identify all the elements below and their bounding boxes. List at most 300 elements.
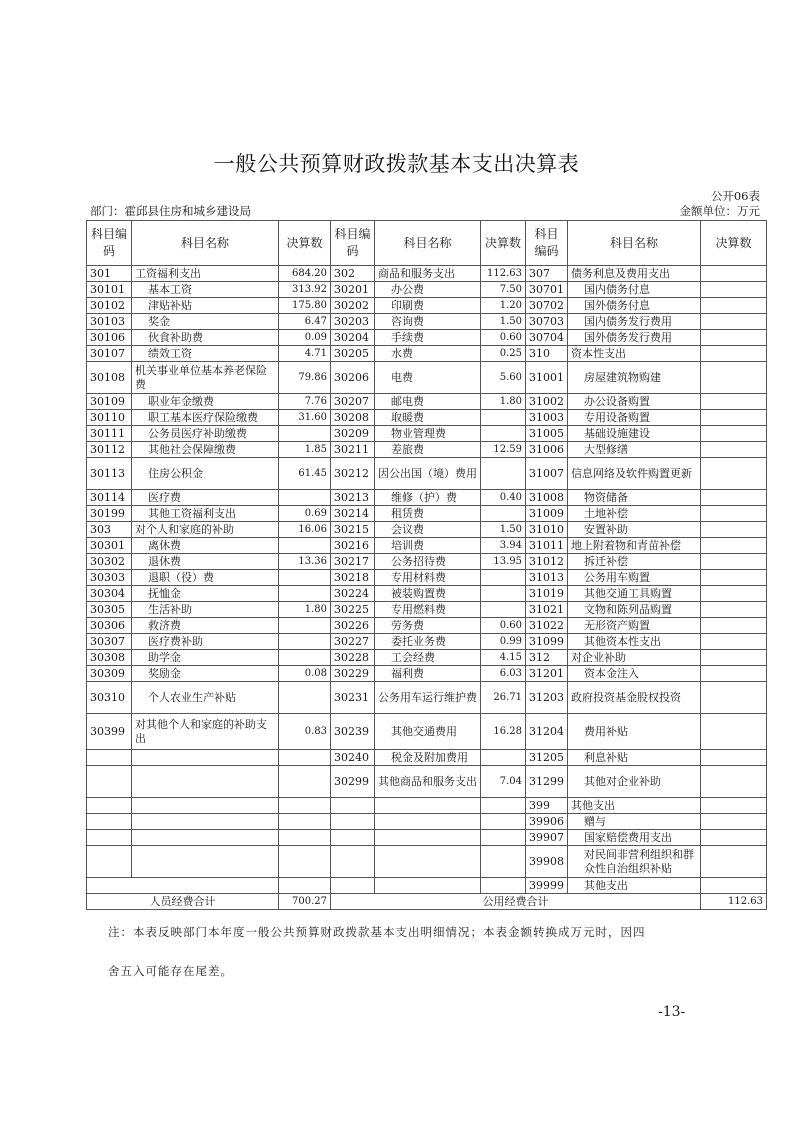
cell-code-1: 303	[87, 522, 132, 538]
cell-code-1: 30114	[87, 490, 132, 506]
cell-name-3: 地上附着物和青苗补偿	[568, 538, 701, 554]
cell-amount-1: 13.36	[279, 554, 331, 570]
cell-amount-3	[701, 346, 767, 362]
cell-amount-3	[701, 798, 767, 814]
cell-name-2	[375, 830, 481, 846]
cell-amount-3	[701, 814, 767, 830]
cell-name-1: 对个人和家庭的补助	[132, 522, 279, 538]
cell-amount-3	[701, 282, 767, 298]
cell-amount-1	[279, 846, 331, 878]
cell-code-2	[331, 878, 375, 894]
cell-code-2: 30205	[331, 346, 375, 362]
cell-code-1: 30111	[87, 426, 132, 442]
cell-code-1: 30307	[87, 634, 132, 650]
cell-name-3: 国内债务付息	[568, 282, 701, 298]
cell-code-1: 301	[87, 266, 132, 282]
cell-name-2: 因公出国（境）费用	[375, 458, 481, 490]
cell-name-3: 公务用车购置	[568, 570, 701, 586]
cell-amount-1	[279, 618, 331, 634]
cell-name-1: 医疗费	[132, 490, 279, 506]
cell-code-2	[331, 846, 375, 878]
table-row	[87, 650, 767, 666]
cell-amount-1	[279, 814, 331, 830]
cell-amount-1: 0.09	[279, 330, 331, 346]
cell-name-1: 伙食补助费	[132, 330, 279, 346]
cell-name-2: 专用燃料费	[375, 602, 481, 618]
cell-code-1: 30399	[87, 714, 132, 750]
cell-code-1	[87, 750, 132, 766]
cell-code-3: 31005	[526, 426, 568, 442]
cell-code-2	[331, 798, 375, 814]
cell-code-3: 307	[526, 266, 568, 282]
cell-amount-3	[701, 362, 767, 394]
cell-code-3: 31006	[526, 442, 568, 458]
cell-name-1: 奖励金	[132, 666, 279, 682]
cell-amount-2	[481, 846, 526, 878]
cell-code-1: 30103	[87, 314, 132, 330]
cell-name-2: 邮电费	[375, 394, 481, 410]
table-row	[87, 554, 767, 570]
cell-amount-2	[481, 570, 526, 586]
cell-amount-2: 13.95	[481, 554, 526, 570]
cell-name-1: 退职（役）费	[132, 570, 279, 586]
cell-name-2: 手续费	[375, 330, 481, 346]
cell-name-3: 房屋建筑物购建	[568, 362, 701, 394]
cell-name-2	[375, 846, 481, 878]
cell-code-3: 31009	[526, 506, 568, 522]
cell-amount-1	[279, 586, 331, 602]
cell-amount-3	[701, 298, 767, 314]
cell-name-1: 工资福利支出	[132, 266, 279, 282]
header-amount-2: 决算数	[481, 221, 526, 266]
public-total-label: 公用经费合计	[331, 894, 701, 910]
cell-code-2: 30211	[331, 442, 375, 458]
cell-code-1: 30108	[87, 362, 132, 394]
cell-name-2: 公务招待费	[375, 554, 481, 570]
table-row	[87, 714, 767, 750]
cell-code-2: 30215	[331, 522, 375, 538]
cell-name-1: 职工基本医疗保险缴费	[132, 410, 279, 426]
cell-amount-1: 4.71	[279, 346, 331, 362]
personnel-total-label: 人员经费合计	[87, 894, 279, 910]
cell-code-2: 30217	[331, 554, 375, 570]
cell-amount-3	[701, 490, 767, 506]
cell-name-1: 救济费	[132, 618, 279, 634]
cell-name-3: 国家赔偿费用支出	[568, 830, 701, 846]
report-title: 一般公共预算财政拨款基本支出决算表	[213, 152, 580, 176]
cell-name-2: 维修（护）费	[375, 490, 481, 506]
cell-code-1: 30303	[87, 570, 132, 586]
cell-name-3: 其他支出	[568, 798, 701, 814]
cell-amount-1	[279, 570, 331, 586]
cell-name-1: 抚恤金	[132, 586, 279, 602]
header-code-3: 科目编码	[526, 221, 568, 266]
cell-name-1	[132, 846, 279, 878]
cell-code-3: 31022	[526, 618, 568, 634]
cell-code-1: 30106	[87, 330, 132, 346]
table-row	[87, 830, 767, 846]
cell-amount-3	[701, 714, 767, 750]
cell-code-2: 30239	[331, 714, 375, 750]
totals-row	[87, 894, 767, 910]
cell-amount-1	[279, 798, 331, 814]
cell-code-1: 30199	[87, 506, 132, 522]
cell-code-2: 30207	[331, 394, 375, 410]
cell-code-3: 39907	[526, 830, 568, 846]
cell-name-2: 专用材料费	[375, 570, 481, 586]
cell-name-1	[87, 878, 279, 894]
cell-code-1: 30101	[87, 282, 132, 298]
cell-code-3: 31013	[526, 570, 568, 586]
cell-name-1	[132, 814, 279, 830]
cell-code-3: 310	[526, 346, 568, 362]
cell-name-2: 公务用车运行维护费	[375, 682, 481, 714]
table-row	[87, 442, 767, 458]
cell-amount-1	[279, 878, 331, 894]
cell-code-2: 30213	[331, 490, 375, 506]
cell-name-3: 基础设施建设	[568, 426, 701, 442]
cell-code-3: 31205	[526, 750, 568, 766]
cell-amount-3	[701, 442, 767, 458]
table-row	[87, 346, 767, 362]
cell-name-1: 津贴补贴	[132, 298, 279, 314]
cell-code-2: 30218	[331, 570, 375, 586]
cell-code-1	[87, 830, 132, 846]
cell-name-2: 差旅费	[375, 442, 481, 458]
cell-amount-2	[481, 750, 526, 766]
table-row	[87, 666, 767, 682]
cell-code-2: 30299	[331, 766, 375, 798]
cell-code-1: 30301	[87, 538, 132, 554]
cell-name-2: 培训费	[375, 538, 481, 554]
cell-code-1: 30110	[87, 410, 132, 426]
cell-name-3: 其他资本性支出	[568, 634, 701, 650]
table-row	[87, 570, 767, 586]
cell-amount-1: 7.76	[279, 394, 331, 410]
page-number: -13-	[658, 1004, 686, 1020]
cell-amount-2	[481, 830, 526, 846]
cell-code-3: 31011	[526, 538, 568, 554]
cell-name-3: 赠与	[568, 814, 701, 830]
cell-code-3: 39906	[526, 814, 568, 830]
cell-amount-2: 1.50	[481, 522, 526, 538]
cell-name-3: 文物和陈列品购置	[568, 602, 701, 618]
table-row	[87, 458, 767, 490]
cell-name-3: 政府投资基金股权投资	[568, 682, 701, 714]
table-row	[87, 394, 767, 410]
cell-name-3: 债务利息及费用支出	[568, 266, 701, 282]
cell-code-1: 30302	[87, 554, 132, 570]
cell-name-1: 对其他个人和家庭的补助支出	[132, 714, 279, 750]
cell-name-2	[375, 798, 481, 814]
cell-code-1: 30107	[87, 346, 132, 362]
cell-name-2: 水费	[375, 346, 481, 362]
cell-code-3: 31007	[526, 458, 568, 490]
cell-name-3: 利息补贴	[568, 750, 701, 766]
cell-amount-3	[701, 602, 767, 618]
cell-amount-2: 16.28	[481, 714, 526, 750]
cell-code-2: 30206	[331, 362, 375, 394]
table-row	[87, 506, 767, 522]
note-line-1: 注：本表反映部门本年度一般公共预算财政拨款基本支出明细情况；本表金额转换成万元时，因四	[108, 925, 646, 939]
table-row	[87, 266, 767, 282]
header-name-1: 科目名称	[132, 221, 279, 266]
table-header-row	[87, 221, 767, 266]
cell-amount-1	[279, 750, 331, 766]
cell-amount-1	[279, 682, 331, 714]
cell-amount-2	[481, 814, 526, 830]
cell-amount-1	[279, 766, 331, 798]
cell-code-1: 30308	[87, 650, 132, 666]
table-row	[87, 490, 767, 506]
cell-name-3: 对企业补助	[568, 650, 701, 666]
cell-name-3: 大型修缮	[568, 442, 701, 458]
cell-amount-3	[701, 650, 767, 666]
cell-code-3: 31012	[526, 554, 568, 570]
cell-name-3: 国外债务发行费用	[568, 330, 701, 346]
table-row	[87, 522, 767, 538]
cell-name-1	[132, 798, 279, 814]
cell-code-3: 30703	[526, 314, 568, 330]
cell-code-2: 30216	[331, 538, 375, 554]
cell-code-1: 30306	[87, 618, 132, 634]
cell-amount-1: 684.20	[279, 266, 331, 282]
cell-amount-2	[481, 506, 526, 522]
cell-name-1: 医疗费补助	[132, 634, 279, 650]
cell-code-2: 30208	[331, 410, 375, 426]
cell-code-1: 30310	[87, 682, 132, 714]
cell-code-3: 31099	[526, 634, 568, 650]
cell-code-1	[87, 766, 132, 798]
personnel-total-value: 700.27	[279, 894, 331, 910]
cell-code-1: 30305	[87, 602, 132, 618]
cell-code-3: 31201	[526, 666, 568, 682]
table-row	[87, 878, 767, 894]
cell-code-2: 30229	[331, 666, 375, 682]
cell-name-3: 其他支出	[568, 878, 701, 894]
cell-amount-2: 0.60	[481, 330, 526, 346]
cell-name-2: 办公费	[375, 282, 481, 298]
cell-code-3: 31203	[526, 682, 568, 714]
cell-name-3: 安置补助	[568, 522, 701, 538]
cell-amount-3	[701, 878, 767, 894]
cell-name-3: 办公设备购置	[568, 394, 701, 410]
cell-amount-2: 12.59	[481, 442, 526, 458]
cell-amount-2: 0.25	[481, 346, 526, 362]
cell-amount-3	[701, 766, 767, 798]
cell-amount-3	[701, 538, 767, 554]
table-row	[87, 682, 767, 714]
cell-amount-2	[481, 586, 526, 602]
cell-amount-1: 1.85	[279, 442, 331, 458]
table-row	[87, 298, 767, 314]
cell-code-2: 30203	[331, 314, 375, 330]
cell-name-2: 租赁费	[375, 506, 481, 522]
cell-name-1: 机关事业单位基本养老保险费	[132, 362, 279, 394]
cell-name-3: 其他对企业补助	[568, 766, 701, 798]
cell-name-1: 绩效工资	[132, 346, 279, 362]
cell-amount-2: 26.71	[481, 682, 526, 714]
cell-code-2: 30202	[331, 298, 375, 314]
cell-code-2: 30204	[331, 330, 375, 346]
cell-amount-1: 6.47	[279, 314, 331, 330]
cell-amount-3	[701, 586, 767, 602]
cell-amount-1: 0.69	[279, 506, 331, 522]
cell-name-1: 离休费	[132, 538, 279, 554]
cell-code-3: 39908	[526, 846, 568, 878]
cell-code-2: 30224	[331, 586, 375, 602]
cell-name-1	[132, 766, 279, 798]
cell-name-2: 商品和服务支出	[375, 266, 481, 282]
cell-amount-3	[701, 750, 767, 766]
header-name-2: 科目名称	[375, 221, 481, 266]
cell-amount-1: 0.08	[279, 666, 331, 682]
cell-code-2: 302	[331, 266, 375, 282]
cell-name-3: 资本性支出	[568, 346, 701, 362]
cell-name-1: 住房公积金	[132, 458, 279, 490]
cell-code-1	[87, 814, 132, 830]
cell-amount-2	[481, 798, 526, 814]
cell-amount-3	[701, 666, 767, 682]
table-row	[87, 410, 767, 426]
table-row	[87, 602, 767, 618]
cell-amount-2	[481, 410, 526, 426]
header-amount-3: 决算数	[701, 221, 767, 266]
cell-amount-1	[279, 538, 331, 554]
cell-name-1: 奖金	[132, 314, 279, 330]
cell-amount-2: 1.50	[481, 314, 526, 330]
cell-name-1: 职业年金缴费	[132, 394, 279, 410]
amount-unit-label: 金额单位：万元	[679, 204, 760, 218]
cell-amount-2: 6.03	[481, 666, 526, 682]
cell-code-2	[331, 814, 375, 830]
cell-amount-3	[701, 522, 767, 538]
cell-name-2: 咨询费	[375, 314, 481, 330]
cell-name-2: 其他交通费用	[375, 714, 481, 750]
cell-amount-2: 1.80	[481, 394, 526, 410]
cell-code-3: 312	[526, 650, 568, 666]
cell-code-3: 31204	[526, 714, 568, 750]
cell-name-2: 取暖费	[375, 410, 481, 426]
cell-code-1: 30109	[87, 394, 132, 410]
cell-name-2: 被装购置费	[375, 586, 481, 602]
cell-name-3: 对民间非营利组织和群众性自治组织补贴	[568, 846, 701, 878]
cell-name-3: 无形资产购置	[568, 618, 701, 634]
cell-name-2: 税金及附加费用	[375, 750, 481, 766]
cell-amount-3	[701, 570, 767, 586]
note-line-2: 舍五入可能存在尾差。	[108, 964, 233, 978]
cell-name-3: 专用设备购置	[568, 410, 701, 426]
cell-code-2: 30240	[331, 750, 375, 766]
table-row	[87, 618, 767, 634]
table-row	[87, 426, 767, 442]
cell-code-2	[331, 830, 375, 846]
cell-name-2	[375, 878, 481, 894]
cell-amount-1: 79.86	[279, 362, 331, 394]
cell-amount-2	[481, 602, 526, 618]
cell-name-3: 其他交通工具购置	[568, 586, 701, 602]
cell-amount-2: 0.60	[481, 618, 526, 634]
cell-amount-3	[701, 266, 767, 282]
cell-amount-3	[701, 618, 767, 634]
cell-code-1	[87, 846, 132, 878]
cell-code-2: 30209	[331, 426, 375, 442]
cell-code-2: 30212	[331, 458, 375, 490]
cell-name-3: 费用补贴	[568, 714, 701, 750]
cell-amount-3	[701, 506, 767, 522]
cell-code-2: 30228	[331, 650, 375, 666]
cell-name-3: 国外债务付息	[568, 298, 701, 314]
cell-amount-3	[701, 458, 767, 490]
cell-amount-3	[701, 394, 767, 410]
cell-name-1: 助学金	[132, 650, 279, 666]
table-row	[87, 634, 767, 650]
cell-code-2: 30226	[331, 618, 375, 634]
cell-code-3: 31003	[526, 410, 568, 426]
cell-amount-2: 3.94	[481, 538, 526, 554]
header-code-2: 科目编码	[331, 221, 375, 266]
table-row	[87, 766, 767, 798]
table-row	[87, 538, 767, 554]
cell-code-2: 30231	[331, 682, 375, 714]
cell-code-3: 31001	[526, 362, 568, 394]
cell-code-3: 39999	[526, 878, 568, 894]
cell-code-3: 31008	[526, 490, 568, 506]
table-row	[87, 314, 767, 330]
table-row	[87, 750, 767, 766]
cell-amount-1: 31.60	[279, 410, 331, 426]
cell-code-2: 30214	[331, 506, 375, 522]
cell-name-2: 福利费	[375, 666, 481, 682]
cell-amount-1: 175.80	[279, 298, 331, 314]
cell-code-1	[87, 798, 132, 814]
cell-amount-2	[481, 426, 526, 442]
cell-name-2: 工会经费	[375, 650, 481, 666]
cell-amount-1	[279, 426, 331, 442]
cell-name-1: 其他工资福利支出	[132, 506, 279, 522]
cell-code-3: 30702	[526, 298, 568, 314]
cell-name-1	[132, 750, 279, 766]
cell-amount-1: 0.83	[279, 714, 331, 750]
cell-amount-1	[279, 634, 331, 650]
table-row	[87, 282, 767, 298]
expenditure-table	[86, 220, 767, 910]
cell-code-3: 30701	[526, 282, 568, 298]
cell-name-2: 其他商品和服务支出	[375, 766, 481, 798]
table-row	[87, 814, 767, 830]
cell-amount-3	[701, 426, 767, 442]
cell-amount-3	[701, 682, 767, 714]
cell-amount-2: 1.20	[481, 298, 526, 314]
cell-code-3: 31299	[526, 766, 568, 798]
table-row	[87, 330, 767, 346]
cell-amount-3	[701, 410, 767, 426]
table-row	[87, 362, 767, 394]
cell-amount-2: 0.40	[481, 490, 526, 506]
cell-code-2: 30225	[331, 602, 375, 618]
table-row	[87, 798, 767, 814]
cell-code-1: 30112	[87, 442, 132, 458]
cell-amount-2: 0.99	[481, 634, 526, 650]
cell-code-2: 30201	[331, 282, 375, 298]
cell-amount-3	[701, 846, 767, 878]
cell-amount-1: 16.06	[279, 522, 331, 538]
cell-amount-2	[481, 458, 526, 490]
cell-name-2: 物业管理费	[375, 426, 481, 442]
cell-name-1: 生活补助	[132, 602, 279, 618]
cell-code-1: 30304	[87, 586, 132, 602]
cell-amount-3	[701, 314, 767, 330]
